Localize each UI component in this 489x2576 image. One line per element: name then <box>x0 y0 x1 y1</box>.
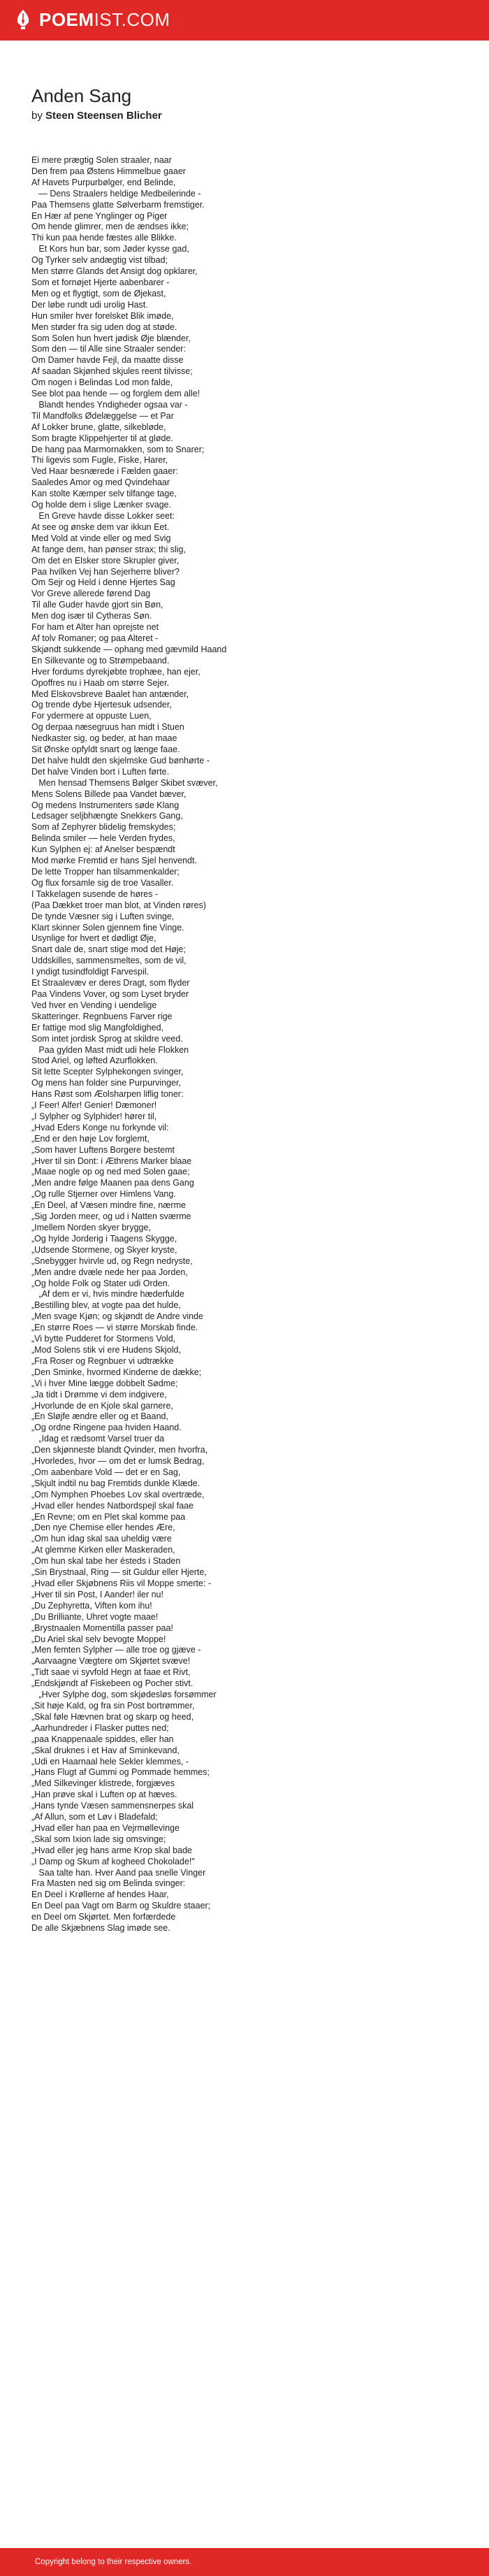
logo-text-bold: POEM <box>39 9 94 30</box>
poem-line: „Hvad eller hendes Natbordspejl skal faae <box>31 1500 194 1511</box>
logo-text <box>39 9 170 30</box>
poem-line: „Sit høje Kald, og fra sin Post bortrømmer, <box>31 1700 195 1711</box>
poem-line: For ydermere at oppuste Luen, <box>31 711 152 721</box>
poem-line: Men dog især til Cytheras Søn. <box>31 611 152 621</box>
top-bar <box>0 0 489 41</box>
poem-line: „I Sylpher og Sylphider! hører til, <box>31 1111 157 1121</box>
quill-pen-icon <box>14 9 32 30</box>
poem-line: Opoffres nu i Haab om større Sejer. <box>31 677 170 688</box>
poem-line: Det halve huldt den skjelmske Gud bønhørte - <box>31 755 210 765</box>
poem-line: For ham et Alter han oprejste net <box>31 622 159 633</box>
poem-line: Paa Vindens Vover, og som Lyset bryder <box>31 988 189 999</box>
poem-line: „Hvad eller Skjøbnens Riis vil Moppe smerte: - <box>31 1578 212 1588</box>
poem-line: „I Feer! Alfer! Genier! Dæmoner! <box>31 1100 157 1111</box>
poem-line: Klart skinner Solen gjennem fine Vinge. <box>31 922 184 933</box>
poem-line: „Og holde Folk og Stater udi Orden. <box>31 1278 170 1288</box>
poem-line: En Silkevante og to Strømpebaand. <box>31 655 170 665</box>
poem-line: „Aarhundreder i Flasker puttes ned; <box>31 1722 169 1733</box>
poem-line: „Som haver Luftens Borgere bestemt <box>31 1144 175 1155</box>
poem-line: „Og ordne Ringene paa hviden Haand. <box>31 1423 182 1433</box>
poem-line: Men og et flygtigt, som de Øjekast, <box>31 288 166 298</box>
poem-line: Mod mørke Fremtid er hans Sjel henvendt. <box>31 856 197 866</box>
poem-line: „Af Allun, som et Løv i Bladefald; <box>31 1812 158 1822</box>
poem-line: Hans Røst som Æolsharpen liflig toner: <box>31 1089 184 1100</box>
poem-line: Er fattige mod slig Mangfoldighed, <box>31 1022 163 1032</box>
poem-line: Som af Zephyrer blidelig fremskydes; <box>31 822 176 833</box>
poem-line: Og mens han folder sine Purpurvinger, <box>31 1078 182 1088</box>
poem-line: „Udsende Stormene, og Skyer kryste, <box>31 1244 177 1255</box>
poem-content <box>31 85 465 1934</box>
poem-line: „Tidt saae vi syvfold Hegn at faae et Rivt, <box>31 1667 191 1678</box>
poem-line: Og holde dem i slige Lænker svage. <box>31 500 172 510</box>
poem-line: Men større Glands det Ansigt dog opklarer, <box>31 266 198 277</box>
poem-line: Ledsager seljbhængte Snekkers Gang, <box>31 811 183 821</box>
poem-line: „Snebygger hvirvle ud, og Regn nedryste, <box>31 1255 193 1266</box>
poem-line: Blandt hendes Yndigheder ogsaa var - <box>31 399 188 410</box>
poem-line: Af saadan Skjønhed skjules reent tilvisse; <box>31 366 193 377</box>
copyright-text: Copyright belong to their respective owners. <box>35 2558 192 2566</box>
poem-line: Ei mere prægtig Solen straaler, naar <box>31 155 172 165</box>
poem-line: Usynlige for hvert et dødligt Øje, <box>31 933 156 944</box>
poem-line: De hang paa Marmornakken, som to Snarer; <box>31 444 205 454</box>
poem-line: „Om hun idag skal saa uheldig være <box>31 1534 172 1544</box>
poem-line: „Men andre dvæle nede her paa Jorden, <box>31 1267 188 1277</box>
poem-line: „Du Ariel skal selv bevogte Moppe! <box>31 1634 166 1644</box>
poem-line: — Dens Straalers heldige Medbeilerinde - <box>31 188 201 199</box>
poem-line: Om det en Elsker store Skrupler giver, <box>31 555 180 566</box>
poem-line: Med Vold at vinde eller og med Svig <box>31 533 171 543</box>
poem-line: Nedkaster sig, og beder, at han maae <box>31 733 177 744</box>
poem-line: En Deel i Krøllerne af hendes Haar, <box>31 1890 169 1900</box>
poem-line: „Hver til sin Post, I Aander! iler nu! <box>31 1589 163 1599</box>
poem-line: Ved hver en Vending i uendelige <box>31 1000 157 1010</box>
poem-line: Med Elskovsbreve Baalet han antænder, <box>31 689 189 699</box>
poem-line: De alle Skjæbnens Slag imøde see. <box>31 1923 170 1934</box>
poem-line: „Men andre følge Maanen paa dens Gang <box>31 1178 194 1188</box>
poem-line: „Sin Brystnaal, Ring — sit Guldur eller Hjerte, <box>31 1567 207 1578</box>
poem-line: Om Damer havde Fejl, da maatte disse <box>31 355 184 366</box>
poem-line: „Hans Flugt af Gummi og Pommade hemmes; <box>31 1767 210 1778</box>
poem-line: „Du Zephyretta, Viften kom ihu! <box>31 1600 152 1611</box>
poem-line: Som et fornøjet Hjerte aabenbarer - <box>31 277 170 287</box>
poem-line: „I Damp og Skum af kogheed Chokolade!" <box>31 1856 195 1866</box>
poem-line: Paa gylden Mast midt udi hele Flokken <box>31 1044 189 1055</box>
poem-line: Af tolv Romaner; og paa Alteret - <box>31 633 159 643</box>
poem-line: Ved Haar besnærede i Fælden gaaer: <box>31 466 178 477</box>
poem-line: Det halve Vinden bort i Luften førte. <box>31 766 170 777</box>
poem-line: Sit Ønske opfyldt snart og længe faae. <box>31 744 180 755</box>
poem-line: Belinda smiler — hele Verden frydes, <box>31 833 175 844</box>
poem-line: „Hvorledes, hvor — om det er lumsk Bedrag, <box>31 1456 205 1467</box>
poem-line: „Af dem er vi, hvis mindre hæderfulde <box>31 1289 184 1300</box>
poem-line: „Den Sminke, hvormed Kinderne de dække; <box>31 1367 202 1377</box>
poem-line: Uddskilles, sammensmeltes, som de vil, <box>31 956 187 966</box>
poem-line: „Brystnaalen Momentilla passer paa! <box>31 1622 173 1633</box>
poem-line: „Om hun skal tabe her ésteds i Staden <box>31 1556 181 1567</box>
poem-line: „Skal druknes i et Hav af Sminkevand, <box>31 1745 180 1755</box>
poem-line: De tynde Væsner sig i Luften svinge, <box>31 911 175 921</box>
poem-line: Men hensad Themsens Bølger Skibet svæver, <box>31 777 218 788</box>
poem-line: At see og ønske dem var ikkun Eet. <box>31 521 170 532</box>
poem-line: I yndigt tusindfoldigt Farvespil. <box>31 967 149 977</box>
poem-line: Kan stolte Kæmper selv tilfange tage, <box>31 489 177 499</box>
poem-line: Skatteringer. Regnbuens Farver rige <box>31 1011 173 1021</box>
poem-line: „En større Roes — vi større Morskab finde. <box>31 1323 198 1333</box>
poem-line: „Ja tidt i Drømme vi dem indgivere, <box>31 1389 167 1399</box>
poem-line: „Den nye Chemise eller hendes Ære, <box>31 1523 175 1533</box>
poem-line: Den frem paa Østens Himmelbue gaaer <box>31 166 186 176</box>
poem-line: „Hvad Eders Konge nu forkynde vil: <box>31 1122 169 1132</box>
poem-line: Sit lette Scepter Sylphekongen svinger, <box>31 1067 184 1077</box>
poem-line: Som Solen hun hvert jødisk Øje blænder, <box>31 333 191 343</box>
poem-line: (Paa Dækket troer man blot, at Vinden røres) <box>31 900 206 910</box>
poem-line: „End er den høje Lov forglemt, <box>31 1133 149 1144</box>
poem-line: Et Kors hun bar, som Jøder kysse gad, <box>31 244 189 254</box>
poem-line: Som bragte Klippehjerter til at gløde. <box>31 433 173 443</box>
poem-line: „Vi i hver Mine lægge dobbelt Sødme; <box>31 1378 178 1388</box>
poem-line: „Du Brilliante, Uhret vogte maae! <box>31 1611 159 1622</box>
poem-line: „Om aabenbare Vold — det er en Sag, <box>31 1467 181 1477</box>
poem-line: Saa talte han. Hver Aand paa snelle Vinger <box>31 1867 206 1878</box>
poem-line: At fange dem, han pønser strax; thi slig, <box>31 544 186 554</box>
poem-body <box>31 155 465 1934</box>
byline <box>31 109 465 123</box>
poem-line: „Vi bytte Pudderet for Stormens Vold, <box>31 1334 176 1344</box>
poem-line: Og flux forsamle sig de troe Vasaller. <box>31 877 174 888</box>
logo-text-light: IST.COM <box>94 9 170 30</box>
poem-line: „En Sløjfe ændre eller og et Baand, <box>31 1411 168 1422</box>
poem-line: Om hende glimrer, men de ændses ikke; <box>31 222 189 232</box>
poem-line: Til alle Guder havde gjort sin Bøn, <box>31 600 163 610</box>
poem-line: „Endskjøndt af Fiskebeen og Pocher stivt. <box>31 1678 194 1689</box>
poem-line: Paa Themsens glatte Sølverbarm fremstiger. <box>31 199 205 210</box>
author-link[interactable]: Steen Steensen Blicher <box>45 110 162 122</box>
poem-line: Men støder fra sig uden dog at støde. <box>31 322 177 332</box>
poem-line: Til Mandfolks Ødelæggelse — et Par <box>31 410 174 421</box>
poem-line: Stod Ariel, og løfted Azurflokken. <box>31 1056 158 1066</box>
poem-line: „Hvad eller han paa en Vejrmøllevinge <box>31 1822 180 1833</box>
poem-line: „Med Silkevinger klistrede, forgjæves <box>31 1778 175 1789</box>
poem-line: Vor Greve allerede førend Dag <box>31 589 151 599</box>
poem-line: Et Straalevæv er deres Dragt, som flyder <box>31 978 190 988</box>
poem-line: „Hans tynde Væsen sammensnerpes skal <box>31 1801 194 1811</box>
poem-line: „En Deel, af Væsen mindre fine, nærme <box>31 1200 186 1211</box>
poem-line: „At glemme Kirken eller Maskeraden, <box>31 1545 175 1555</box>
poem-line: „Sig Jorden meer, og ud i Natten sværme <box>31 1211 191 1222</box>
poem-line: „Hvorlunde de en Kjole skal garnere, <box>31 1400 173 1411</box>
poem-line: Snart dale de, snart stige mod det Høje; <box>31 944 186 955</box>
poem-line: „Bestilling blev, at vogte paa det hulde, <box>31 1300 181 1311</box>
poem-line: Om nogen i Belindas Lod mon falde, <box>31 377 173 388</box>
poem-line: Saaledes Amor og med Qvindehaar <box>31 477 170 488</box>
poem-line: „Idag et rædsomt Varsel truer da <box>31 1434 165 1444</box>
poem-line: „Han prøve skal i Luften op at hæves. <box>31 1790 177 1800</box>
poem-line: „Hvad eller jeg hans arme Krop skal bade <box>31 1845 192 1855</box>
poem-title: Anden Sang <box>31 85 132 106</box>
poem-line: Paa hvilken Vej han Sejerherre bliver? <box>31 566 180 577</box>
poem-line: En Greve havde disse Lokker seet: <box>31 511 175 521</box>
poem-line: „Hver Sylphe dog, som skjødesløs forsømmer <box>31 1690 217 1700</box>
poem-line: „Skjult indtil nu bag Fremtids dunkle Klæde. <box>31 1478 200 1488</box>
poem-line: Og medens Instrumenters søde Klang <box>31 800 180 810</box>
poem-line: „Den skjønneste blandt Qvinder, men hvorfra, <box>31 1445 208 1455</box>
poem-line: Fra Masten ned sig om Belinda svinger: <box>31 1878 186 1889</box>
poem-line: „Men svage Kjøn; og skjøndt de Andre vinde <box>31 1311 203 1322</box>
by-label: by <box>31 110 43 122</box>
poem-line: „Men femten Sylpher — alle troe og gjæve - <box>31 1645 201 1655</box>
poem-line: Om Sejr og Held i denne Hjertes Sag <box>31 577 175 588</box>
poem-line: Der løbe rundt udi urolig Hast. <box>31 299 148 310</box>
poem-line: En Deel paa Vagt om Barm og Skuldre staaer; <box>31 1901 211 1911</box>
poem-line: „Hver til sin Dont: i Æthrens Marker blaae <box>31 1156 192 1166</box>
poem-line: en Deel om Skjørtet. Men forfærdede <box>31 1912 176 1922</box>
poem-line: „Skal som Ixion lade sig omsvinge; <box>31 1834 166 1844</box>
poem-line: Hver fordums dyrekjøbte trophæe, han ejer, <box>31 666 200 677</box>
poem-line: Mens Solens Billede paa Vandet bæver, <box>31 789 187 799</box>
poem-line: „Fra Roser og Regnbuer vi udtrække <box>31 1355 174 1366</box>
poem-line: „paa Knappenaale spiddes, eller han <box>31 1734 174 1744</box>
poem-line: Og derpaa næsegruus han midt i Stuen <box>31 722 184 733</box>
site-logo[interactable] <box>14 9 170 30</box>
poem-line: „Maae nogle op og ned med Solen gaae; <box>31 1167 190 1177</box>
poem-line: Og Tyrker selv andægtig vist tilbad; <box>31 255 168 266</box>
poem-line: Som intet jordisk Sprog at skildre veed. <box>31 1033 183 1044</box>
poem-line: „Skal føle Hævnen brat og skarp og heed, <box>31 1711 194 1722</box>
poem-line: En Hær af pene Ynglinger og Piger <box>31 210 168 221</box>
poem-line: „Imellem Norden skyer brygge, <box>31 1223 151 1232</box>
poem-line: Thi kun paa hende fæstes alle Blikke. <box>31 233 177 243</box>
poem-line: „Og hylde Jorderig i Taagens Skygge, <box>31 1233 177 1244</box>
poem-line: Af Havets Purpurbølger, end Belinde, <box>31 177 176 187</box>
poem-line: „Mod Solens stik vi ere Hudens Skjold, <box>31 1344 181 1355</box>
poem-line: „Om Nymphen Phoebes Lov skal overtræde, <box>31 1489 205 1499</box>
poem-line: I Takkelagen susende de høres - <box>31 888 159 899</box>
poem-line: „Og rulle Stjerner over Himlens Vang. <box>31 1189 176 1200</box>
poem-line: „Aarvaagne Vægtere om Skjørtet svæve! <box>31 1656 191 1667</box>
poem-line: „Udi en Haarnaal hele Sekler klemmes, - <box>31 1756 189 1766</box>
footer <box>0 2548 489 2576</box>
poem-line: Som den — til Alle sine Straaler sender: <box>31 344 186 354</box>
poem-line: Kun Sylphen ej: af Anelser bespændt <box>31 844 175 855</box>
poem-line: Af Lokker brune, glatte, silkebløde, <box>31 422 166 432</box>
poem-line: Skjøndt sukkende — ophang med gævmild Haand <box>31 644 227 654</box>
poem-line: Thi ligevis som Fugle, Fiske, Harer, <box>31 455 168 466</box>
poem-line: Og trende dybe Hjertesuk udsender, <box>31 700 172 710</box>
poem-line: De lette Tropper han tilsammenkalder; <box>31 867 180 877</box>
poem-line: „En Revne; om en Plet skal komme paa <box>31 1511 186 1522</box>
poem-line: Hun smiler hver forelsket Blik imøde, <box>31 310 174 321</box>
poem-line: See blot paa hende — og forglem dem alle! <box>31 389 200 399</box>
